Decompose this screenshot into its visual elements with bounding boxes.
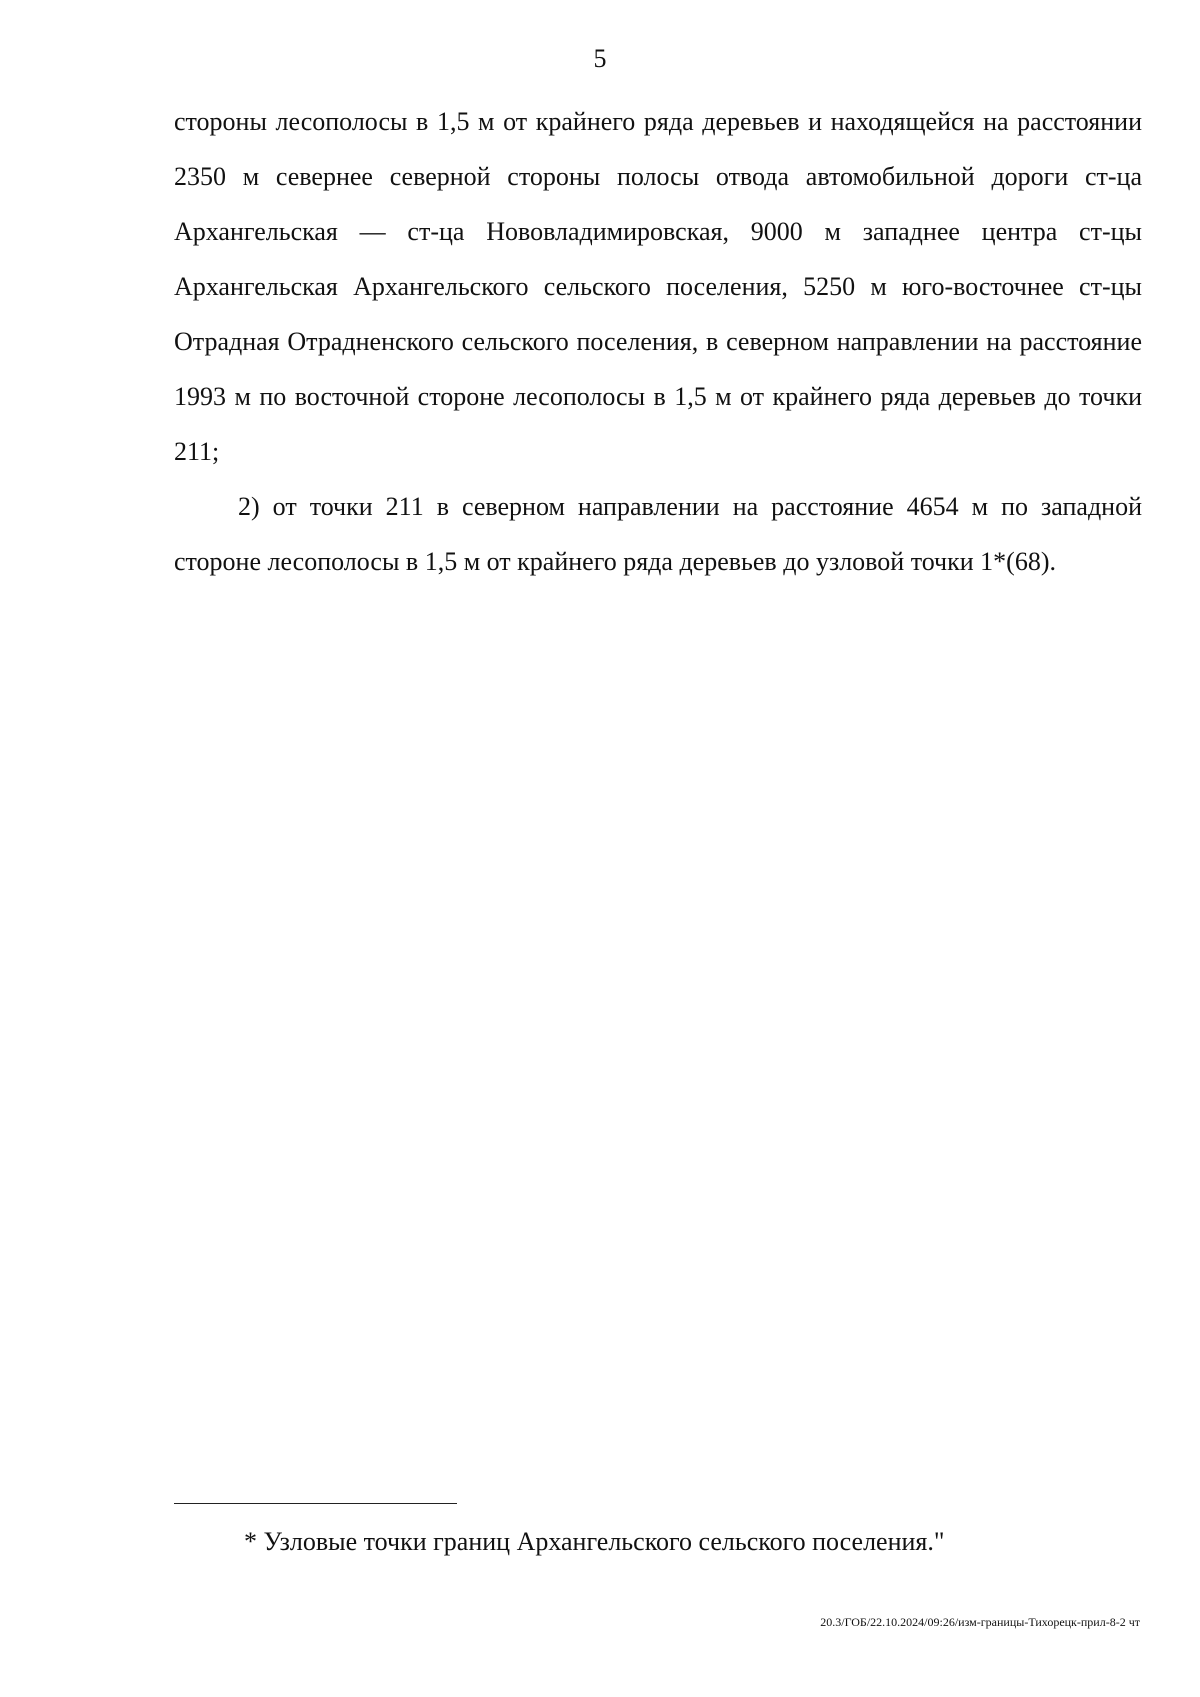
paragraph-item-2: 2) от точки 211 в северном направлении на расстояние 4654 м по западной стороне лесополосы в 1,5 м от крайнего ряда деревьев до узловой точки 1*(68). xyxy=(174,492,1142,576)
footnote: * Узловые точки границ Архангельского сельского поселения." xyxy=(244,1527,945,1556)
paragraph-continuation: стороны лесополосы в 1,5 м от крайнего ряда деревьев и находящейся на расстоянии 2350 м севернее северной стороны полосы отвода автомобильной дороги ст-ца Архангельская — ст-ца Нововладимировская, 9000 м западнее центра ст-цы Архангельская Архангельского сельского поселения, 5250 м юго-восточнее ст-цы Отрадная Отрадненского сельского поселения, в северном направлении на расстояние 1993 м по восточной стороне лесополосы в 1,5 м от крайнего ряда деревьев до точки 211; xyxy=(174,107,1142,466)
page-number: 5 xyxy=(593,44,607,73)
body-text xyxy=(174,94,1142,589)
footnote-divider xyxy=(174,1503,457,1504)
document-code: 20.3/ГОБ/22.10.2024/09:26/изм-границы-Тихорецк-прил-8-2 чт xyxy=(820,1615,1140,1629)
